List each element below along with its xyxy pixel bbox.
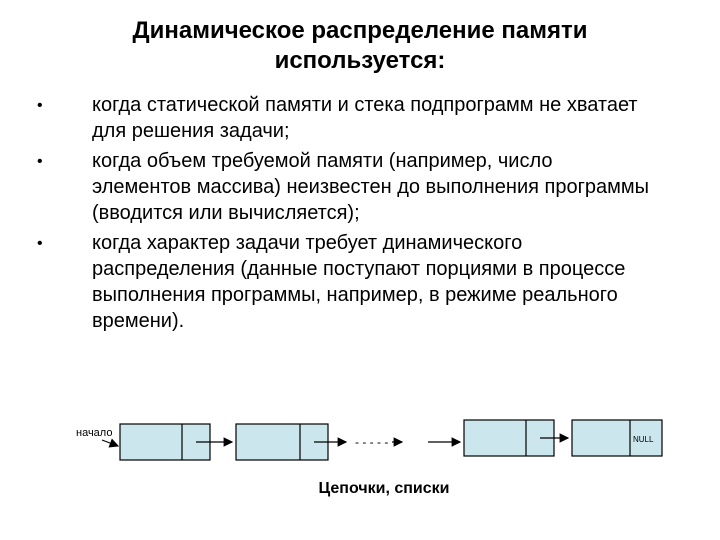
title-line-2: используется: — [274, 47, 446, 74]
bullet-marker: • — [37, 97, 43, 114]
start-arrow — [102, 440, 118, 446]
ellipsis: - - - - - — [355, 435, 389, 449]
bullet-text-2: когда объем требуемой памяти (например, число элементов массива) неизвестен до выполнения программы (вводится или вычисляется); — [92, 150, 649, 224]
start-label: начало — [76, 427, 113, 439]
diagram-caption: Цепочки, списки — [318, 480, 450, 497]
title-line-1: Динамическое распределение памяти — [132, 17, 588, 44]
bullet-text-3: когда характер задачи требует динамического распределения (данные поступают порциями в процессе выполнения программы, например, в режиме реального времени). — [92, 232, 626, 332]
bullet-marker: • — [37, 153, 43, 170]
null-label: NULL — [633, 435, 654, 444]
bullet-text-1: когда статической памяти и стека подпрограмм не хватает для решения задачи; — [92, 94, 638, 142]
bullet-marker: • — [37, 235, 43, 252]
